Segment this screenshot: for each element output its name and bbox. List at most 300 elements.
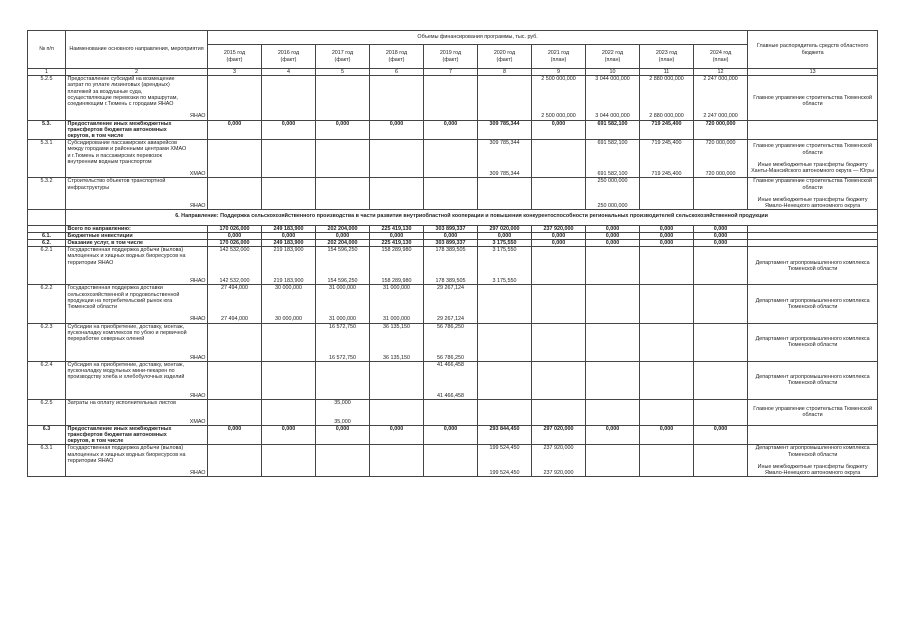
value-cell [208, 400, 262, 426]
row-number: 6.3.1 [28, 445, 66, 477]
funding-table [27, 30, 878, 477]
value-cell: 0,000 [370, 232, 424, 239]
item-name-line: Предоставление иных межбюджетных [67, 425, 172, 432]
value-cell [262, 361, 316, 399]
value-cell: 0,000 [316, 120, 370, 140]
value-cell [586, 445, 640, 477]
value-region: 3 044 000,000 [595, 113, 630, 120]
value-region [372, 203, 422, 209]
distributor-text: Главное управление строительства Тюменской области [753, 406, 872, 419]
value-cell [262, 247, 316, 285]
item-name-line: Тюменской области [67, 304, 118, 311]
value-cell: 303 899,337 [424, 240, 478, 247]
region-label: ХМАО [189, 418, 206, 425]
value-cell [370, 445, 424, 477]
value-region [588, 393, 638, 399]
year-label: 2023 год [655, 50, 678, 57]
distributor-cell [748, 445, 878, 477]
distributor-cell [748, 400, 878, 426]
value-cell: 0,000 [694, 240, 748, 247]
value-cell: 0,000 [370, 425, 424, 445]
distributor-text: Департамент агропромышленного комплекса Тюменской области [755, 445, 870, 458]
table-row [28, 140, 878, 178]
value-region: 720 000,000 [705, 171, 736, 178]
section-title: 6. Направление: Поддержка сельскохозяйственного производства в части развития внутриобластной кооперации и повышения конкурентоспособности региональных производителей сельскохозяйственной продукции [66, 210, 878, 225]
value-cell [640, 178, 694, 210]
value-cell [424, 400, 478, 426]
item-name-cell [66, 445, 208, 477]
table-row [28, 178, 878, 210]
row-number: 6.2.3 [28, 323, 66, 361]
value-region [426, 419, 476, 425]
item-name-line: продукции на потребительский рынок юга [67, 297, 173, 304]
value-cell [532, 361, 586, 399]
value-cell [478, 285, 532, 323]
item-name-line: соединяющим г.Тюмень с городами ЯНАО [67, 101, 174, 108]
value-region [642, 316, 692, 322]
value-cell [370, 76, 424, 120]
item-name-line: Государственная поддержка добычи (вылова) [67, 247, 184, 254]
distributor-cell [748, 323, 878, 361]
value-cell: 0,000 [316, 425, 370, 445]
value-cell: 202 204,000 [316, 240, 370, 247]
value-region [210, 419, 260, 425]
value-region [534, 203, 584, 209]
column-number: 13 [748, 69, 878, 76]
value-cell: 0,000 [370, 120, 424, 140]
value-cell: 297 020,000 [532, 425, 586, 445]
value-region [480, 113, 530, 119]
row-number: 6.2.2 [28, 285, 66, 323]
item-name-line: инфраструктуры [67, 184, 110, 191]
value-main: 720 000,000 [705, 140, 736, 147]
row-number [28, 225, 66, 232]
value-cell [370, 247, 424, 285]
value-cell [316, 178, 370, 210]
value-cell: 225 419,130 [370, 240, 424, 247]
year-header [370, 45, 424, 69]
value-cell: 237 920,000 [532, 225, 586, 232]
value-region [372, 470, 422, 476]
value-region [534, 316, 584, 322]
column-number: 1 [28, 69, 66, 76]
value-cell [478, 445, 532, 477]
region-label: ЯНАО [190, 392, 206, 399]
value-cell [694, 323, 748, 361]
distributor-text: Департамент агропромышленного комплекса Тюменской области [755, 374, 870, 387]
value-cell: 0,000 [694, 425, 748, 445]
table-body [28, 76, 878, 477]
value-main: 2 247 000,000 [703, 76, 738, 83]
value-cell [532, 140, 586, 178]
item-name-line: затрат по уплате лизинговых (арендных) [67, 82, 170, 89]
value-cell [694, 76, 748, 120]
item-name-cell [66, 285, 208, 323]
table-header [28, 31, 878, 76]
value-region [696, 419, 746, 425]
value-region [534, 171, 584, 177]
value-cell: 249 183,900 [262, 225, 316, 232]
value-region [696, 470, 746, 476]
value-cell [208, 247, 262, 285]
year-status: (факт) [388, 56, 405, 63]
value-cell: 0,000 [262, 120, 316, 140]
item-name-line: округов, в том числе [67, 438, 124, 445]
value-cell: 293 844,450 [478, 425, 532, 445]
value-cell [532, 285, 586, 323]
value-cell [316, 76, 370, 120]
value-cell: 225 419,130 [370, 225, 424, 232]
value-region [534, 355, 584, 361]
value-main: 309 785,344 [489, 140, 520, 147]
value-cell: 720 000,000 [694, 120, 748, 140]
region-label: ЯНАО [190, 316, 206, 323]
value-cell [586, 140, 640, 178]
value-cell [532, 178, 586, 210]
value-cell [478, 247, 532, 285]
value-cell [694, 247, 748, 285]
distributor-text: Иные межбюджетные трансферты бюджету Ханты-Мансийского автономного округа — Югры [751, 161, 875, 175]
value-region [534, 393, 584, 399]
value-cell: 249 183,900 [262, 240, 316, 247]
value-cell [316, 323, 370, 361]
value-region [426, 171, 476, 177]
value-cell: 0,000 [532, 120, 586, 140]
value-cell: 691 582,100 [586, 120, 640, 140]
value-cell [316, 285, 370, 323]
value-region [264, 203, 314, 209]
value-main: 178 389,505 [435, 247, 466, 254]
value-cell [478, 400, 532, 426]
item-name-line: осуществляющие перевозки по маршрутам, [67, 94, 178, 101]
value-main: 691 582,100 [597, 140, 628, 147]
value-main: 3 175,550 [492, 247, 517, 254]
year-label: 2021 год [547, 50, 570, 57]
value-region [318, 203, 368, 209]
item-name-line: Субсидии на приобретение, доставку, монтаж, [67, 323, 185, 330]
value-main: 199 524,450 [489, 445, 520, 452]
value-region: 2 247 000,000 [703, 113, 738, 120]
value-cell: 0,000 [640, 240, 694, 247]
value-cell: 0,000 [640, 232, 694, 239]
value-cell: 0,000 [694, 232, 748, 239]
value-cell [370, 400, 424, 426]
row-number: 6.2.5 [28, 400, 66, 426]
value-cell [532, 445, 586, 477]
value-region [588, 355, 638, 361]
value-region: 56 786,250 [437, 354, 464, 361]
value-main: 219 183,900 [273, 247, 304, 254]
distributor-cell [748, 361, 878, 399]
item-name-cell [66, 232, 208, 239]
value-cell [262, 178, 316, 210]
value-cell [532, 247, 586, 285]
item-name-cell [66, 178, 208, 210]
value-cell [208, 361, 262, 399]
value-region: 3 175,550 [492, 278, 517, 285]
year-header [316, 45, 370, 69]
value-cell: 170 026,000 [208, 225, 262, 232]
value-cell: 0,000 [424, 120, 478, 140]
value-region [264, 393, 314, 399]
value-cell [424, 445, 478, 477]
year-status: (план) [658, 56, 675, 63]
value-region [696, 355, 746, 361]
column-number: 2 [66, 69, 208, 76]
value-cell [694, 361, 748, 399]
value-region: 30 000,000 [275, 316, 302, 323]
year-header [586, 45, 640, 69]
value-region: 29 267,124 [437, 316, 464, 323]
item-name-line: Бюджетные инвестиции [67, 232, 133, 239]
table-row-total [28, 225, 878, 232]
value-region [426, 113, 476, 119]
value-cell [586, 361, 640, 399]
value-cell [532, 400, 586, 426]
distributor-cell [748, 140, 878, 178]
row-number: 6.2. [28, 240, 66, 247]
value-cell [262, 140, 316, 178]
value-region [210, 203, 260, 209]
table-row-total [28, 120, 878, 140]
value-region [264, 419, 314, 425]
value-cell [640, 445, 694, 477]
value-main: 31 000,000 [383, 285, 410, 292]
value-region: 158 289,980 [381, 278, 412, 285]
item-name-line: производству хлеба и хлебобулочных изделий [67, 374, 185, 381]
value-cell [370, 323, 424, 361]
value-region [534, 419, 584, 425]
value-cell: 0,000 [262, 232, 316, 239]
value-region [696, 278, 746, 284]
item-name-cell [66, 225, 208, 232]
value-cell [208, 285, 262, 323]
item-name-cell [66, 425, 208, 445]
year-header [478, 45, 532, 69]
value-main: 36 135,150 [383, 323, 410, 330]
value-region [264, 171, 314, 177]
year-status: (план) [604, 56, 621, 63]
value-cell [586, 400, 640, 426]
value-main: 250 000,000 [597, 178, 628, 185]
distributor-text: Департамент агропромышленного комплекса Тюменской области [755, 336, 870, 349]
item-name-line: Государственная поддержка доставки [67, 285, 163, 292]
item-name-line: Субсидия на приобретение, доставку, монтаж, [67, 361, 185, 368]
value-cell: 0,000 [532, 240, 586, 247]
row-number: 6.1. [28, 232, 66, 239]
item-name-line: Предоставление субсидий на возмещение [67, 76, 175, 83]
value-region: 41 466,458 [437, 392, 464, 399]
value-region: 31 000,000 [329, 316, 356, 323]
item-name-line: малоценных и хищных водных биоресурсов на [67, 253, 186, 260]
year-label: 2016 год [277, 50, 300, 57]
value-region [480, 355, 530, 361]
value-main: 719 245,400 [651, 140, 682, 147]
value-cell [316, 140, 370, 178]
value-main: 29 267,124 [437, 285, 464, 292]
value-region: 31 000,000 [383, 316, 410, 323]
value-region: 178 389,505 [435, 278, 466, 285]
value-region: 309 785,344 [489, 171, 520, 178]
distributor-cell [748, 120, 878, 140]
column-number: 12 [694, 69, 748, 76]
value-region [480, 393, 530, 399]
value-cell [640, 247, 694, 285]
row-number: 6.2.1 [28, 247, 66, 285]
value-main: 56 786,250 [437, 323, 464, 330]
value-cell: 202 204,000 [316, 225, 370, 232]
section-row [28, 210, 878, 225]
value-region: 2 880 000,000 [649, 113, 684, 120]
table-row-total [28, 425, 878, 445]
value-cell: 170 026,000 [208, 240, 262, 247]
item-name-cell [66, 400, 208, 426]
value-cell [640, 323, 694, 361]
value-cell [316, 247, 370, 285]
value-main: 27 494,000 [221, 285, 248, 292]
value-region [426, 203, 476, 209]
year-status: (план) [550, 56, 567, 63]
col-no-header: № п/п [28, 31, 66, 69]
column-number: 11 [640, 69, 694, 76]
value-region [372, 419, 422, 425]
value-region [480, 316, 530, 322]
value-cell [640, 400, 694, 426]
value-cell [424, 76, 478, 120]
year-status: (факт) [442, 56, 459, 63]
item-name-cell [66, 120, 208, 140]
item-name-line: Оказание услуг, в том числе [67, 240, 143, 247]
year-status: (факт) [496, 56, 513, 63]
value-cell: 0,000 [208, 232, 262, 239]
value-cell [478, 76, 532, 120]
value-cell [262, 323, 316, 361]
distributor-cell [748, 225, 878, 232]
table-row [28, 323, 878, 361]
value-region [696, 203, 746, 209]
value-cell [208, 323, 262, 361]
value-main: 158 289,980 [381, 247, 412, 254]
value-region [642, 355, 692, 361]
value-region [642, 393, 692, 399]
table-row [28, 361, 878, 399]
value-region [210, 113, 260, 119]
value-cell: 0,000 [316, 232, 370, 239]
year-header [694, 45, 748, 69]
value-cell [424, 140, 478, 178]
value-region [480, 419, 530, 425]
distributor-cell [748, 240, 878, 247]
value-region: 154 596,250 [327, 278, 358, 285]
section-spacer [28, 210, 66, 225]
item-name-line: Предоставление иных межбюджетных [67, 120, 172, 127]
distributor-cell [748, 76, 878, 120]
region-label: ХМАО [189, 171, 206, 178]
table-row [28, 285, 878, 323]
value-region: 719 245,400 [651, 171, 682, 178]
value-region [642, 203, 692, 209]
value-cell: 0,000 [424, 425, 478, 445]
year-header [532, 45, 586, 69]
table-row [28, 247, 878, 285]
row-number: 5.3. [28, 120, 66, 140]
value-region [264, 355, 314, 361]
value-region [642, 470, 692, 476]
value-cell [478, 178, 532, 210]
value-region [210, 470, 260, 476]
region-label: ЯНАО [190, 278, 206, 285]
value-cell [424, 361, 478, 399]
value-cell [316, 400, 370, 426]
item-name-line: Всего по направлению: [67, 225, 131, 232]
value-main: 30 000,000 [275, 285, 302, 292]
table-row [28, 400, 878, 426]
value-cell: 0,000 [478, 232, 532, 239]
value-cell [370, 178, 424, 210]
col-name-header: Наименование основного направления, мероприятия [66, 31, 208, 69]
region-label: ЯНАО [190, 354, 206, 361]
value-cell: 0,000 [640, 225, 694, 232]
row-number: 5.3.2 [28, 178, 66, 210]
distributor-text: Департамент агропромышленного комплекса Тюменской области [755, 297, 870, 311]
value-region [318, 393, 368, 399]
value-region [210, 355, 260, 361]
value-cell [532, 76, 586, 120]
value-region [642, 419, 692, 425]
table-row-total [28, 240, 878, 247]
value-region [372, 393, 422, 399]
value-cell: 0,000 [208, 120, 262, 140]
item-name-cell [66, 240, 208, 247]
value-cell [208, 140, 262, 178]
value-region [696, 316, 746, 322]
item-name-line: территории ЯНАО [67, 457, 114, 464]
value-main: 16 572,750 [329, 323, 356, 330]
item-name-line: сельскохозяйственной и продовольственной [67, 291, 180, 298]
table-row-total [28, 232, 878, 239]
value-region [426, 470, 476, 476]
value-region: 27 494,000 [221, 316, 248, 323]
value-region [588, 316, 638, 322]
item-name-cell [66, 323, 208, 361]
item-name-line: Строительство объектов транспортной [67, 178, 166, 185]
distributor-text: Главное управление строительства Тюменской области [753, 178, 872, 191]
column-number: 6 [370, 69, 424, 76]
column-number: 8 [478, 69, 532, 76]
value-region [642, 278, 692, 284]
value-cell [316, 361, 370, 399]
value-cell [424, 178, 478, 210]
year-label: 2024 год [709, 50, 732, 57]
distributor-cell [748, 232, 878, 239]
value-main: 3 044 000,000 [595, 76, 630, 83]
year-status: (план) [712, 56, 729, 63]
value-cell [640, 76, 694, 120]
year-status: (факт) [280, 56, 297, 63]
item-name-line: и г.Тюмень и пассажирских перевозок [67, 152, 162, 159]
value-cell [478, 140, 532, 178]
item-name-cell [66, 76, 208, 120]
distributor-text: Иные межбюджетные трансферты бюджету Ямало-Ненецкого автономного округа [757, 463, 868, 477]
value-cell [586, 247, 640, 285]
table-row [28, 76, 878, 120]
item-name-line: переработке северных оленей [67, 336, 145, 343]
value-region: 237 920,000 [543, 470, 574, 477]
value-cell [640, 140, 694, 178]
value-region: 2 500 000,000 [541, 113, 576, 120]
year-status: (факт) [226, 56, 243, 63]
year-label: 2022 год [601, 50, 624, 57]
